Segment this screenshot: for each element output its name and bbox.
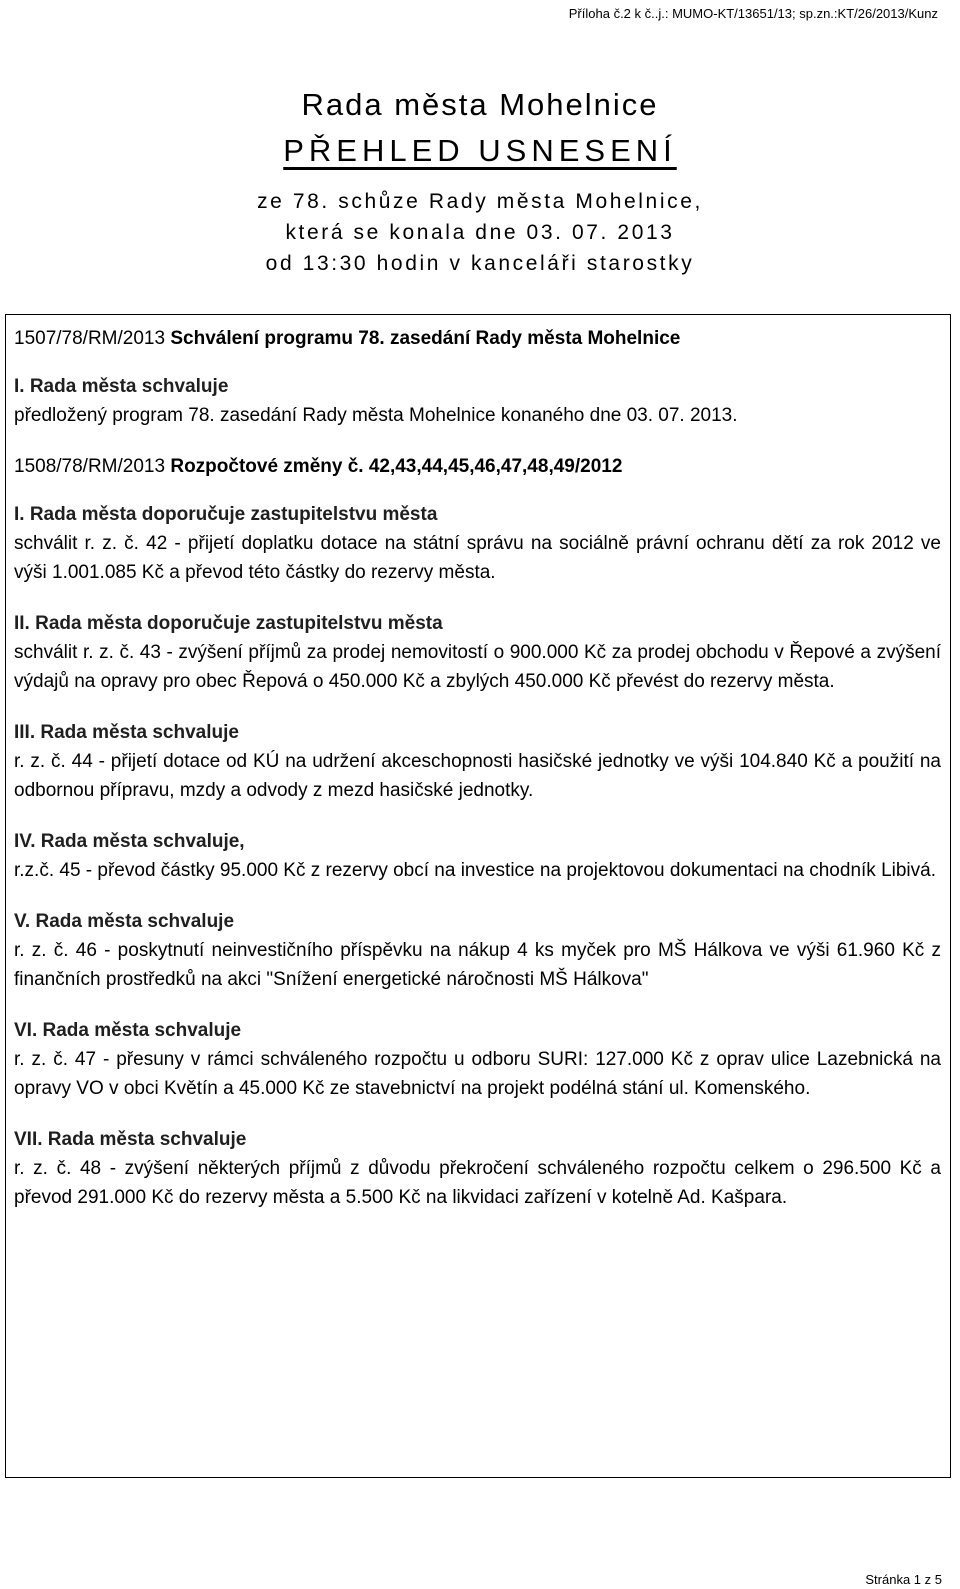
resolution-header [14, 324, 941, 353]
meeting-line: která se konala dne 03. 07. 2013 [285, 221, 675, 244]
section-body: r. z. č. 44 - přijetí dotace od KÚ na udržení akceschopnosti hasičské jednotky ve výši 104.840 Kč a použití na odbornou přípravu, mzdy a odvody z mezd hasičské jednotky. [14, 751, 941, 801]
section-heading: VI. Rada města schvaluje [14, 1020, 242, 1041]
resolution-number: 1507/78/RM/2013 [14, 328, 166, 349]
section-body: r. z. č. 47 - přesuny v rámci schváleného rozpočtu u odboru SURI: 127.000 Kč z oprav ulice Lazebnická na opravy VO v obci Květín a 45.000 Kč ze stavebnictví na projekt podélná stání ul. Komenského. [14, 1049, 941, 1099]
resolutions-box [5, 314, 951, 1478]
resolution-title: Rozpočtové změny č. 42,43,44,45,46,47,48,49/2012 [170, 456, 623, 477]
resolution-number: 1508/78/RM/2013 [14, 456, 166, 477]
section-heading: I. Rada města doporučuje zastupitelstvu města [14, 504, 438, 525]
section-heading: III. Rada města schvaluje [14, 722, 239, 743]
section-heading: II. Rada města doporučuje zastupitelstvu města [14, 613, 443, 634]
resolution-title: Schválení programu 78. zasedání Rady města Mohelnice [170, 328, 681, 349]
section-heading: V. Rada města schvaluje [14, 911, 235, 932]
section-heading: IV. Rada města schvaluje, [14, 831, 245, 852]
section-body: schválit r. z. č. 42 - přijetí doplatku dotace na státní správu na sociálně právní ochranu dětí za rok 2012 ve výši 1.001.085 Kč a převod této částky do rezervy města. [14, 533, 941, 583]
section-body: schválit r. z. č. 43 - zvýšení příjmů za prodej nemovitostí o 900.000 Kč za prodej obchodu v Řepové a zvýšení výdajů na opravy pro obec Řepová o 450.000 Kč a zbylých 450.000 Kč převést do rezervy města. [14, 642, 941, 692]
meeting-line: od 13:30 hodin v kanceláři starostky [265, 252, 695, 275]
page-title: Rada města Mohelnice [301, 87, 659, 122]
section-heading: VII. Rada města schvaluje [14, 1129, 247, 1150]
section-body: r.z.č. 45 - převod částky 95.000 Kč z rezervy obcí na investice na projektovou dokumentaci na chodník Libivá. [14, 860, 936, 881]
section-body: r. z. č. 46 - poskytnutí neinvestičního příspěvku na nákup 4 ks myček pro MŠ Hálkova ve výši 61.960 Kč z finančních prostředků na akci "Snížení energetické náročnosti MŠ Hálkova" [14, 940, 941, 990]
document-reference: Příloha č.2 k č..j.: MUMO-KT/13651/13; sp.zn.:KT/26/2013/Kunz [568, 6, 938, 21]
section-body: předložený program 78. zasedání Rady města Mohelnice konaného dne 03. 07. 2013. [14, 405, 738, 426]
section-heading: I. Rada města schvaluje [14, 376, 229, 397]
resolution-header [14, 452, 941, 481]
section-body: r. z. č. 48 - zvýšení některých příjmů z důvodu překročení schváleného rozpočtu celkem o 296.500 Kč a převod 291.000 Kč do rezervy města a 5.500 Kč na likvidaci zařízení v kotelně Ad. Kašpara. [14, 1158, 941, 1208]
meeting-line: ze 78. schůze Rady města Mohelnice, [257, 190, 703, 213]
title-block [0, 82, 960, 279]
page-number: Stránka 1 z 5 [865, 1572, 942, 1587]
page-subtitle: PŘEHLED USNESENÍ [283, 133, 677, 168]
